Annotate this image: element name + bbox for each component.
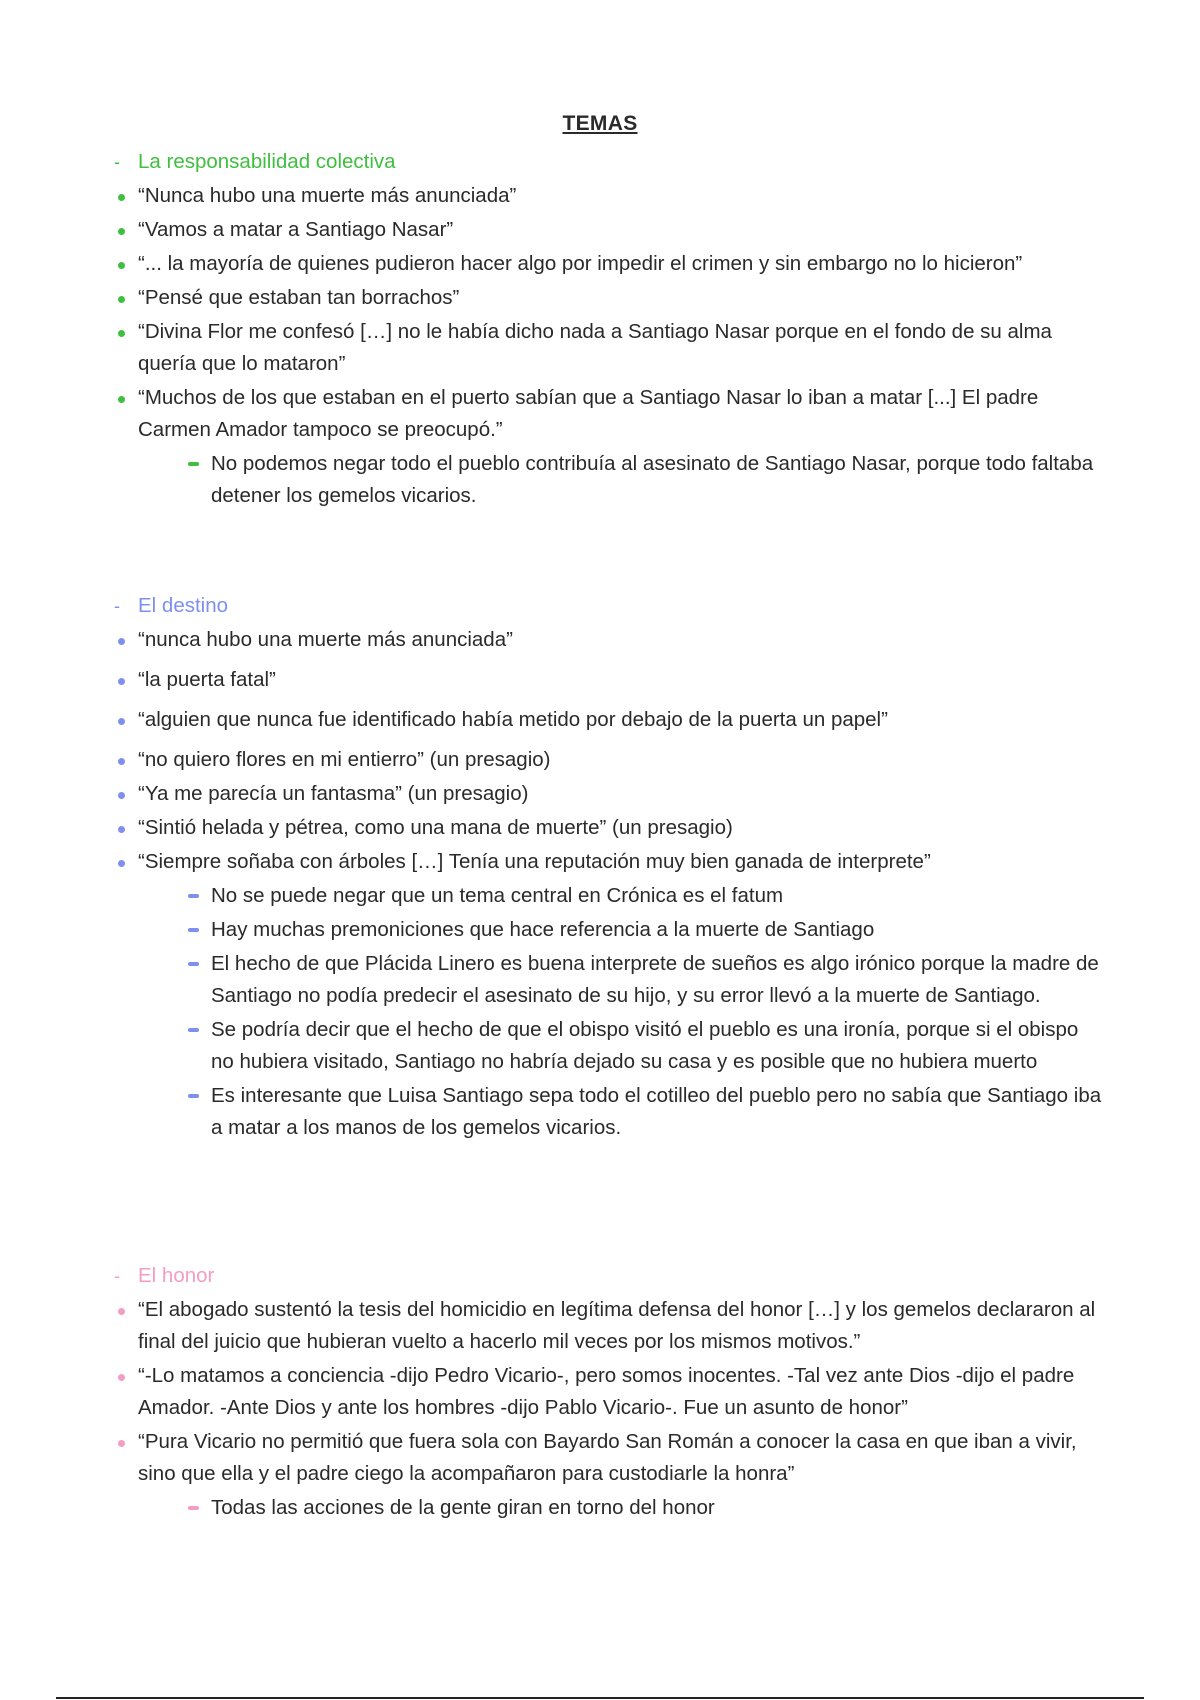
bullet-dot <box>118 1374 125 1381</box>
bullet-dot <box>118 228 125 235</box>
bullet-dot <box>118 194 125 201</box>
quote-text: “... la mayoría de quienes pudieron hacer algo por impedir el crimen y sin embargo no lo hicieron” <box>138 252 1023 275</box>
bullet-dot <box>118 296 125 303</box>
quote-text: “El abogado sustentó la tesis del homicidio en legítima defensa del honor […] y los gemelos declararon al final del juicio que hubieran vuelto a hacerlo mil veces por los mismos motivos.” <box>138 1298 1096 1353</box>
list-item <box>114 1360 1104 1424</box>
list-item <box>114 282 1104 314</box>
bullet-dot <box>118 1440 125 1447</box>
note-dash <box>188 894 199 898</box>
quote-text: “Pura Vicario no permitió que fuera sola con Bayardo San Román a conocer la casa en que iban a vivir, sino que ella y el padre ciego la acompañaron para custodiarle la honra” <box>138 1430 1077 1485</box>
note-dash <box>188 1094 199 1098</box>
note-text: No podemos negar todo el pueblo contribuía al asesinato de Santiago Nasar, porque todo faltaba detener los gemelos vicarios. <box>211 452 1094 507</box>
bullet-dot <box>118 792 125 799</box>
bullet-dot <box>118 262 125 269</box>
section-responsabilidad <box>114 146 1104 512</box>
bullet-dot <box>118 860 125 867</box>
section-heading <box>114 590 1104 622</box>
note-text: No se puede negar que un tema central en Crónica es el fatum <box>211 884 784 907</box>
quote-text: “nunca hubo una muerte más anunciada” <box>138 628 513 651</box>
list-item <box>114 812 1104 844</box>
list-item <box>114 624 1104 656</box>
bullet-dot <box>118 678 125 685</box>
quote-text: “Pensé que estaban tan borrachos” <box>138 286 460 309</box>
quote-text: “alguien que nunca fue identificado había metido por debajo de la puerta un papel” <box>138 708 888 731</box>
note-text: Todas las acciones de la gente giran en torno del honor <box>211 1496 715 1519</box>
note-item <box>114 880 1104 912</box>
note-text: Se podría decir que el hecho de que el obispo visitó el pueblo es una ironía, porque si el obispo no hubiera visitado, Santiago no habría dejado su casa y es posible que no hubiera muerto <box>211 1018 1079 1073</box>
heading-text: El destino <box>138 594 229 617</box>
list-item <box>114 664 1104 696</box>
note-item <box>114 948 1104 1012</box>
bullet-dot <box>118 826 125 833</box>
heading-dash: - <box>114 596 120 616</box>
list-item <box>114 704 1104 736</box>
list-item <box>114 316 1104 380</box>
note-item <box>114 1492 1104 1524</box>
note-dash <box>188 1028 199 1032</box>
note-dash <box>188 462 199 466</box>
list-item <box>114 744 1104 776</box>
quote-text: “Sintió helada y pétrea, como una mana de muerte” (un presagio) <box>138 816 733 839</box>
quote-text: “Ya me parecía un fantasma” (un presagio) <box>138 782 529 805</box>
note-item <box>114 914 1104 946</box>
quote-text: “Siempre soñaba con árboles […] Tenía una reputación muy bien ganada de interprete” <box>138 850 931 873</box>
bullet-dot <box>118 1308 125 1315</box>
heading-text: El honor <box>138 1264 215 1287</box>
bullet-dot <box>118 758 125 765</box>
quote-text: “Nunca hubo una muerte más anunciada” <box>138 184 517 207</box>
list-item <box>114 1294 1104 1358</box>
bullet-dot <box>118 638 125 645</box>
note-text: Hay muchas premoniciones que hace referencia a la muerte de Santiago <box>211 918 875 941</box>
list-item <box>114 214 1104 246</box>
section-honor <box>114 1260 1104 1524</box>
bullet-dot <box>118 718 125 725</box>
quote-text: “Muchos de los que estaban en el puerto sabían que a Santiago Nasar lo iban a matar [...] El padre Carmen Amador tampoco se preocupó.” <box>138 386 1039 441</box>
note-text: El hecho de que Plácida Linero es buena interprete de sueños es algo irónico porque la madre de Santiago no podía predecir el asesinato de su hijo, y su error llevó a la muerte de Santiago. <box>211 952 1099 1007</box>
note-dash <box>188 962 199 966</box>
note-item <box>114 448 1104 512</box>
quote-text: “no quiero flores en mi entierro” (un presagio) <box>138 748 551 771</box>
heading-dash: - <box>114 1266 120 1286</box>
section-destino <box>114 590 1104 1144</box>
note-text: Es interesante que Luisa Santiago sepa todo el cotilleo del pueblo pero no sabía que Santiago iba a matar a los manos de los gemelos vicarios. <box>211 1084 1102 1139</box>
list-item <box>114 382 1104 446</box>
list-item <box>114 248 1104 280</box>
quote-text: “la puerta fatal” <box>138 668 276 691</box>
note-item <box>114 1014 1104 1078</box>
note-dash <box>188 928 199 932</box>
list-item <box>114 778 1104 810</box>
list-item <box>114 1426 1104 1490</box>
quote-text: “Divina Flor me confesó […] no le había dicho nada a Santiago Nasar porque en el fondo de su alma quería que lo mataron” <box>138 320 1052 375</box>
bullet-dot <box>118 396 125 403</box>
list-item <box>114 180 1104 212</box>
section-heading <box>114 1260 1104 1292</box>
heading-dash: - <box>114 152 120 172</box>
page-title: TEMAS <box>562 112 638 135</box>
bottom-rule <box>56 1697 1144 1699</box>
quote-text: “Vamos a matar a Santiago Nasar” <box>138 218 454 241</box>
note-dash <box>188 1506 199 1510</box>
list-item <box>114 846 1104 878</box>
section-heading <box>114 146 1104 178</box>
heading-text: La responsabilidad colectiva <box>138 150 396 173</box>
bullet-dot <box>118 330 125 337</box>
quote-text: “-Lo matamos a conciencia -dijo Pedro Vicario-, pero somos inocentes. -Tal vez ante Dios -dijo el padre Amador. -Ante Dios y ante los hombres -dijo Pablo Vicario-. Fue un asunto de honor” <box>138 1364 1075 1419</box>
note-item <box>114 1080 1104 1144</box>
